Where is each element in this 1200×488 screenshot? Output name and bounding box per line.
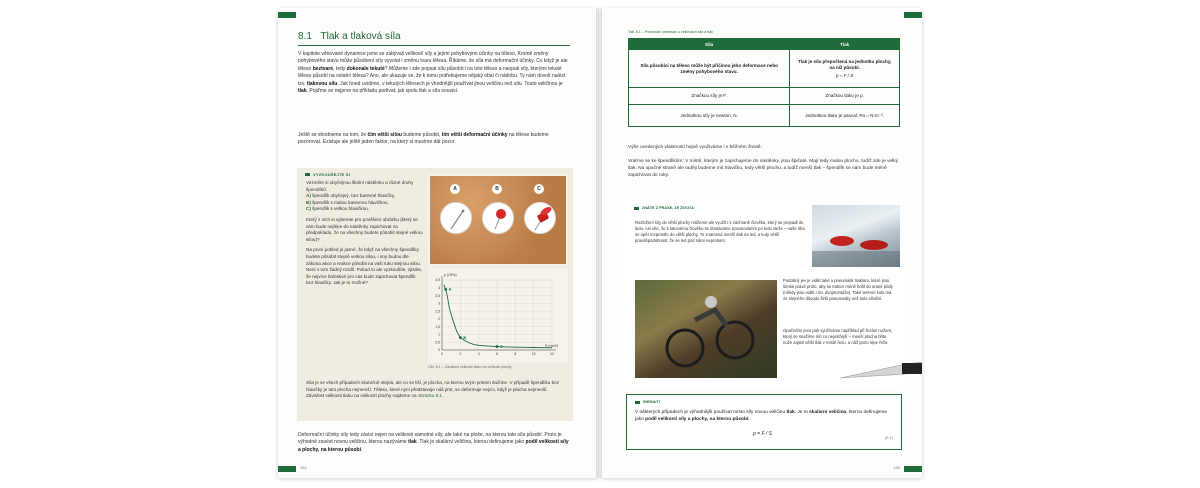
- summary-tag: SHRNUTÍ: [635, 400, 660, 404]
- pin-label-c: C: [534, 184, 544, 194]
- page-tab-marker: [278, 12, 296, 18]
- table-cell: Značkou síly je F.: [629, 88, 790, 105]
- y-tick-label: 1,5: [435, 324, 440, 329]
- table-cell: Jednotkou síly je newton: N.: [629, 105, 790, 127]
- section-title: [298, 31, 570, 46]
- table-header-pressure: Tlak: [790, 39, 900, 50]
- y-tick-label: 4: [438, 285, 440, 290]
- table-row: [629, 50, 900, 88]
- summary-box: [626, 394, 902, 450]
- graph-y-axis-label: p (GPa): [444, 273, 457, 277]
- x-tick-label: 6: [496, 352, 498, 356]
- table-row: [629, 88, 900, 105]
- pin-small-head-photo: [482, 202, 514, 234]
- y-tick-label: 3,5: [435, 293, 440, 298]
- equation-number: (8.1): [884, 435, 893, 440]
- y-tick-label: 1: [438, 332, 440, 337]
- y-tick-label: 2,5: [435, 309, 440, 314]
- table-formula: p = F / S: [835, 72, 854, 78]
- graph-axes: [428, 268, 568, 363]
- section-number: 8.1: [298, 31, 312, 42]
- pin-plain-photo: [440, 202, 472, 234]
- second-paragraph: Ještě se shodneme na tom, že čím větší silou budeme působit, tím větší deformační účinky na tělese budeme pozorovat. Existuje ale ještě jeden faktor, na který si musíme dát pozor.: [298, 132, 549, 146]
- ice-rescue-photo: [812, 205, 900, 267]
- pin-label-a: A: [450, 184, 460, 194]
- mountain-bike-photo: [635, 280, 777, 378]
- y-tick-label: 2: [438, 317, 440, 322]
- y-tick-label: 0: [438, 348, 440, 353]
- x-tick-label: 10: [531, 352, 536, 356]
- summary-text: V některých případech je výhodnější používat místo síly novou veličinu tlak. Je to skalární veličina, kterou definujeme jako podíl velikosti síly a plochy, na kterou působí:: [635, 410, 888, 422]
- comparison-table: [628, 38, 900, 127]
- figure-reference-link[interactable]: obrázku 8.1: [417, 393, 442, 399]
- data-point-c: [496, 345, 499, 348]
- y-tick-label: 4,5: [435, 278, 440, 283]
- x-tick-label: 2: [459, 352, 462, 356]
- third-paragraph: Deformační účinky síly tedy závisí nejen na velikosti samotné síly, ale také na ploše, na kterou tato síla působí. Proto je výhodné zavést novou veličinu, kterou nazýváme tlak. Tlak je skalární veličina, kterou definujeme jako podíl velikosti síly a plochy, na kterou působí.: [298, 432, 569, 453]
- x-tick-label: 12: [550, 352, 554, 356]
- figure-caption: Obr. 8.1 – Závislost velikosti tlaku na velikosti plochy: [428, 365, 512, 369]
- page-tab-marker-right-bottom: [904, 466, 922, 472]
- data-point-label: B: [463, 334, 467, 340]
- table-cell: Tlak je síla přepočtená na jednotku plochy, na niž působí. p = F / S: [790, 50, 900, 88]
- graph-background: [428, 268, 568, 363]
- practice-text-knife: Opačného jevu pak využíváme například při řezání nožem, který se snažíme mít co nejostřejší – menší plocha břitu nože zajistí větší tlak v místě řezu, a nůž proto lépe řeže.: [783, 328, 893, 345]
- summary-formula: p = F / S: [753, 431, 772, 437]
- intro-paragraph: V kapitole věnované dynamice jsme se zabývali velikostí síly a jejími pohybovými účinky na těleso. Kromě změny pohybového stavu může působení síly vyvolat i změnu tvaru tělesa. Říkáme, že síla má deformační účinky. Co když je ale těleso beztvaré, tedy dokonale tekuté? Můžeme i zde popsat sílu působící na toto těleso a naopak síly, kterými tekuté těleso působí na ostatní tělesa? Ano, ale ukazuje se, že k tomu potřebujeme nějaký obal či nádobu. Ty nám dovolí nalézt tzv. tlakovou sílu. Jak hned uvidíme, v tekutých tělesech je vhodnější používat jinou veličinu než sílu. Touto veličinou je tlak. Pojďme se nejprve na příkladu podívat, jak spolu tlak a síla souvisí.: [298, 51, 568, 95]
- x-tick-label: 8: [514, 352, 517, 356]
- data-point-a: [444, 288, 447, 291]
- table-cell: Síla působící na těleso může být příčinou jeho deformace nebo změny pohybového stavu.: [629, 50, 790, 88]
- table-cell: Jednotkou tlaku je pascal: Pa = N·m⁻².: [790, 105, 900, 127]
- page-number-left: 182: [300, 465, 307, 470]
- table-header-force: Síla: [629, 39, 790, 50]
- try-it-tag: VYZKOUŠEJTE SI: [305, 172, 350, 177]
- data-point-label: C: [500, 343, 503, 349]
- table-cell: Značkou tlaku je p.: [790, 88, 900, 105]
- page-number-right: 183: [893, 465, 900, 470]
- practice-text-ice: Rozložení síly do větší plochy můžeme ale využít i k záchraně člověka, který se propadl do ledu. Asi víte, že k takovému člověku se dostáváme posunováním po ledu vleže – naše tíha se opět rozprostře do větší plochy. To znamená menší tlak na led, a tedy větší pravděpodobnost, že se led pod námi neprolomí.: [635, 220, 805, 243]
- try-it-text: Vezměte si obyčejnou školní nástěnku a různé druhy špendlíků: A) špendlík obyčejný, bez barevné hlavičky, B) špendlík s malou barevnou hlavičkou, C) špendlík s velkou hlavičkou. Který z nich si vyberete pro pověšení obrázku (který se vám bude nejlépe do nástěnky zapichovat za předpokladu, že na všechny budete působit stejně velkou silou)? Na první pohled je jasné, že když na všechny špendlíky budete působit stejně velkou silou, i ony budou dle zákona akce a reakce působit na vaši ruku stejnou silou. Není v tom žádný rozdíl. Pokud to ale vyzkoušíte, zjistíte, že nejvíce bolestivé pro vás bude zapichovat špendlík bez hlavičky. Jak je to možné?: [306, 180, 423, 286]
- y-tick-label: 0,5: [435, 340, 440, 345]
- table-row: [629, 105, 900, 127]
- right-page: [602, 8, 922, 478]
- try-it-explanation: Síla je ve všech případech skutečně stejná, ale co se liší, je plocha, na kterou svým prstem tlačíme. V případě špendlíku bez hlavičky je tato plocha nejmenší. Těleso, které nyní představuje náš prst, se deformuje nejvíc, když je plocha nejmenší. Závislost velikosti tlaku na velikosti plochy najdeme na obrázku 8.1.: [306, 380, 560, 399]
- y-tick-label: 3: [438, 301, 440, 306]
- x-tick-label: 0: [441, 352, 443, 356]
- pin-large-head-photo: [524, 202, 556, 234]
- table-header-row: [629, 39, 900, 50]
- x-tick-label: 4: [477, 352, 480, 356]
- practice-box: [626, 200, 902, 388]
- practice-text-tyres: Podobný jev je vidět také u pneumatik traktoru, které jsou široké právě proto, aby se traktor méně bořil do orané půdy (někdy jsou vidět i tzv. dvojmontáže). Také terénní kolo má ze stejného důvodu širší pneumatiky než kolo silniční.: [783, 278, 893, 301]
- pins-paragraph: Vraťme se ke špendlíkům: V místě, kterým je zapichujeme do nástěnky, jsou špičaté. Mají tedy malou plochu, tudíž zde je velký tlak. Na opačné straně ale raději budeme mít hlavičku, tedy větší plochu, a tudíž menší tlak – špendlík se nám bude méně zapichovat do ruky.: [628, 159, 899, 178]
- usage-paragraph: Výše uvedených vlastností hojně využíváme i v běžném životě.: [628, 145, 762, 150]
- try-it-box: [297, 168, 573, 421]
- graph-x-axis-label: S (mm²): [545, 344, 558, 348]
- left-page: [278, 8, 598, 478]
- pin-label-b: B: [492, 184, 502, 194]
- data-point-b: [459, 336, 462, 339]
- knife-photo: [836, 360, 922, 382]
- practice-tag: ZNÁTE Z PRAXE, ZE ŽIVOTA: [634, 206, 694, 210]
- table-title: Tab. 8.1 – Porovnání informací o veličinách síla a tlak: [628, 30, 713, 34]
- section-title-text: Tlak a tlaková síla: [320, 31, 401, 42]
- page-tab-marker-right: [904, 12, 922, 18]
- corkboard-photo: [428, 174, 568, 266]
- page-tab-marker-bottom: [278, 466, 296, 472]
- data-point-label: A: [448, 286, 452, 292]
- pressure-area-graph: [428, 268, 568, 363]
